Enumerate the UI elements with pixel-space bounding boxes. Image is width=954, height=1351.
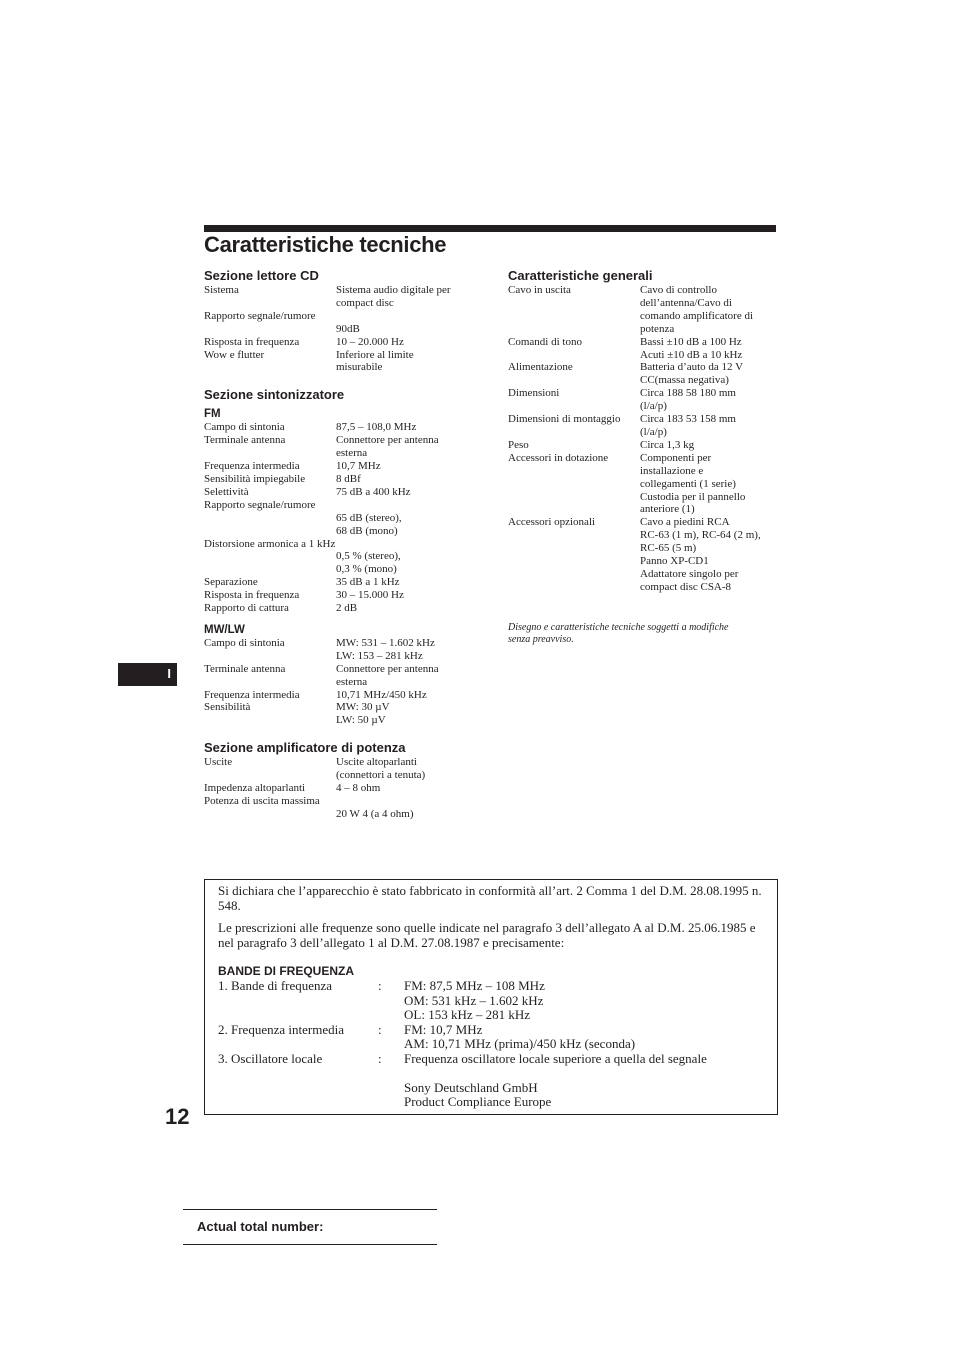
spec-row (204, 637, 494, 663)
spec-list-mwlw (204, 637, 494, 727)
spec-row (204, 460, 494, 473)
spec-value: Uscite altoparlanti (connettori a tenuta) (336, 756, 426, 782)
spec-value: 8 dBf (336, 472, 361, 485)
spec-row (204, 756, 494, 782)
spec-label: Uscite (204, 756, 233, 769)
spec-label: Sistema (204, 284, 239, 296)
spec-value: 65 dB (stereo), 68 dB (mono) (336, 511, 402, 537)
spec-value: 10,7 MHz (336, 460, 381, 473)
spec-label: Dimensioni di montaggio (508, 413, 621, 426)
band-value: FM: 10,7 MHz AM: 10,71 MHz (prima)/450 kHz (seconda) (404, 1021, 636, 1051)
spec-row (204, 795, 494, 821)
spec-value: 4 – 8 ohm (336, 782, 381, 795)
spec-label: Impedenza altoparlanti (204, 782, 306, 795)
spec-row (508, 452, 778, 517)
spec-label: Sensibilità (204, 701, 251, 714)
spec-row (204, 284, 494, 310)
spec-value: Circa 1,3 kg (640, 438, 695, 451)
spec-value: Circa 183 53 158 mm (l/a/p) (640, 413, 736, 438)
spec-label: Peso (508, 438, 529, 451)
band-row (218, 979, 763, 1023)
spec-label: Campo di sintonia (204, 421, 285, 434)
page-title: Caratteristiche tecniche (204, 232, 447, 257)
spec-value: Bassi ±10 dB a 100 Hz Acuti ±10 dB a 10 kHz (640, 335, 743, 361)
band-row (218, 1052, 763, 1110)
declaration-paragraph-1: Si dichiara che l’apparecchio è stato fabbricato in conformità all’art. 2 Comma 1 del D.M. 28.08.1995 n. 548. (218, 883, 762, 913)
spec-value: 75 dB a 400 kHz (336, 485, 411, 498)
spec-row (508, 516, 778, 593)
spec-value: Batteria d’auto da 12 V CC(massa negativa) (640, 361, 744, 387)
spec-label: Frequenza intermedia (204, 688, 300, 701)
subheading-mwlw: MW/LW (204, 623, 245, 636)
spec-label: Wow e flutter (204, 348, 265, 361)
spec-list-cd (204, 284, 494, 374)
section-heading-amp: Sezione amplificatore di potenza (204, 740, 406, 756)
spec-value: 2 dB (336, 602, 358, 615)
right-column (508, 267, 778, 647)
spec-label: Dimensioni (508, 387, 560, 400)
spec-label: Terminale antenna (204, 434, 286, 447)
spec-list-general (508, 284, 778, 594)
band-value: FM: 87,5 MHz – 108 MHz OM: 531 kHz – 1.602 kHz OL: 153 kHz – 281 kHz (404, 978, 545, 1022)
spec-row (204, 589, 494, 602)
spec-value: 10,71 MHz/450 kHz (336, 688, 427, 701)
spec-row (204, 602, 494, 615)
band-separator: : (378, 1050, 382, 1066)
section-heading-general: Caratteristiche generali (508, 268, 653, 283)
spec-value: 0,5 % (stereo), 0,3 % (mono) (336, 550, 401, 576)
spec-row (204, 782, 494, 795)
spec-label: Frequenza intermedia (204, 460, 300, 473)
band-value: Frequenza oscillatore locale superiore a quella del segnale Sony Deutschland GmbH Product Compliance Europe (404, 1050, 707, 1109)
counter-label: Actual total number: (197, 1219, 324, 1234)
spec-row (204, 499, 494, 538)
declaration-box (204, 879, 778, 1115)
spec-value: Inferiore al limite misurabile (336, 348, 414, 374)
page-number: 12 (165, 1104, 190, 1129)
left-column (204, 267, 494, 821)
spec-row (204, 310, 494, 336)
spec-value: 20 W 4 (a 4 ohm) (336, 807, 414, 820)
spec-value: Cavo di controllo dell’antenna/Cavo di comando amplificatore di potenza (640, 284, 754, 335)
spec-label: Rapporto segnale/rumore (204, 498, 316, 511)
spec-list-amp (204, 756, 494, 821)
language-tab (118, 663, 177, 686)
spec-value: 30 – 15.000 Hz (336, 589, 404, 602)
spec-row (508, 284, 778, 336)
spec-value: Cavo a piedini RCA RC-63 (1 m), RC-64 (2 m), RC-65 (5 m) Panno XP-CD1 Adattatore singolo per compact disc CSA-8 (640, 516, 761, 593)
band-label: 1. Bande di frequenza (218, 978, 333, 993)
spec-value: Connettore per antenna esterna (336, 662, 439, 688)
spec-row (204, 689, 494, 702)
spec-row (204, 349, 494, 375)
spec-value: 87,5 – 108,0 MHz (336, 421, 417, 434)
spec-value: MW: 30 µV LW: 50 µV (336, 701, 390, 727)
spec-label: Rapporto segnale/rumore (204, 309, 316, 322)
spec-value: Sistema audio digitale per compact disc (336, 284, 451, 309)
section-heading-cd: Sezione lettore CD (204, 268, 319, 283)
spec-row (204, 473, 494, 486)
spec-list-fm (204, 421, 494, 615)
band-row (218, 1023, 763, 1052)
spec-value: Connettore per antenna esterna (336, 434, 439, 460)
spec-row (204, 538, 494, 577)
spec-label: Risposta in frequenza (204, 335, 300, 348)
spec-row (508, 413, 778, 439)
spec-row (204, 421, 494, 434)
spec-row (508, 439, 778, 452)
spec-row (508, 336, 778, 362)
spec-row (508, 387, 778, 413)
spec-row (204, 663, 494, 689)
spec-row (204, 434, 494, 460)
declaration-paragraph-2: Le prescrizioni alle frequenze sono quelle indicate nel paragrafo 3 dell’allegato A al D.M. 25.06.1985 e nel paragrafo 3 dell’allegato 1 al D.M. 27.08.1987 e precisamente: (218, 920, 756, 950)
band-label: 2. Frequenza intermedia (218, 1021, 344, 1037)
spec-label: Separazione (204, 576, 258, 589)
band-separator: : (378, 978, 382, 993)
bands-heading: BANDE DI FREQUENZA (218, 964, 355, 978)
spec-label: Accessori in dotazione (508, 451, 609, 464)
spec-label: Campo di sintonia (204, 636, 285, 649)
band-separator: : (378, 1021, 382, 1037)
language-tab-label: I (167, 666, 171, 681)
spec-row (204, 336, 494, 349)
section-heading-tuner: Sezione sintonizzatore (204, 387, 345, 403)
spec-value: 10 – 20.000 Hz (336, 335, 404, 348)
disclaimer-note: Disegno e caratteristiche tecniche soggetti a modifiche senza preavviso. (508, 621, 729, 646)
spec-label: Selettività (204, 485, 249, 498)
spec-label: Sensibilità impiegabile (204, 472, 306, 485)
spec-row (508, 361, 778, 387)
spec-label: Potenza di uscita massima (204, 795, 320, 807)
spec-label: Distorsione armonica a 1 kHz (204, 537, 336, 550)
spec-label: Risposta in frequenza (204, 589, 300, 602)
spec-label: Accessori opzionali (508, 516, 596, 529)
spec-row (204, 576, 494, 589)
spec-value: Componenti per installazione e collegamenti (1 serie) Custodia per il pannello anteriore (1) (640, 451, 746, 516)
spec-label: Comandi di tono (508, 335, 582, 348)
title-rule (204, 225, 776, 232)
band-label: 3. Oscillatore locale (218, 1050, 323, 1066)
spec-label: Cavo in uscita (508, 284, 571, 296)
subheading-fm: FM (204, 408, 221, 421)
spec-value: 90dB (336, 322, 360, 335)
spec-label: Rapporto di cattura (204, 602, 289, 615)
counter-field (183, 1209, 437, 1245)
spec-label: Alimentazione (508, 361, 573, 374)
spec-value: Circa 188 58 180 mm (l/a/p) (640, 387, 736, 413)
spec-value: 35 dB a 1 kHz (336, 576, 400, 589)
spec-row (204, 701, 494, 727)
spec-row (204, 486, 494, 499)
bands-list (218, 979, 763, 1110)
spec-value: MW: 531 – 1.602 kHz LW: 153 – 281 kHz (336, 636, 435, 662)
spec-label: Terminale antenna (204, 662, 286, 675)
